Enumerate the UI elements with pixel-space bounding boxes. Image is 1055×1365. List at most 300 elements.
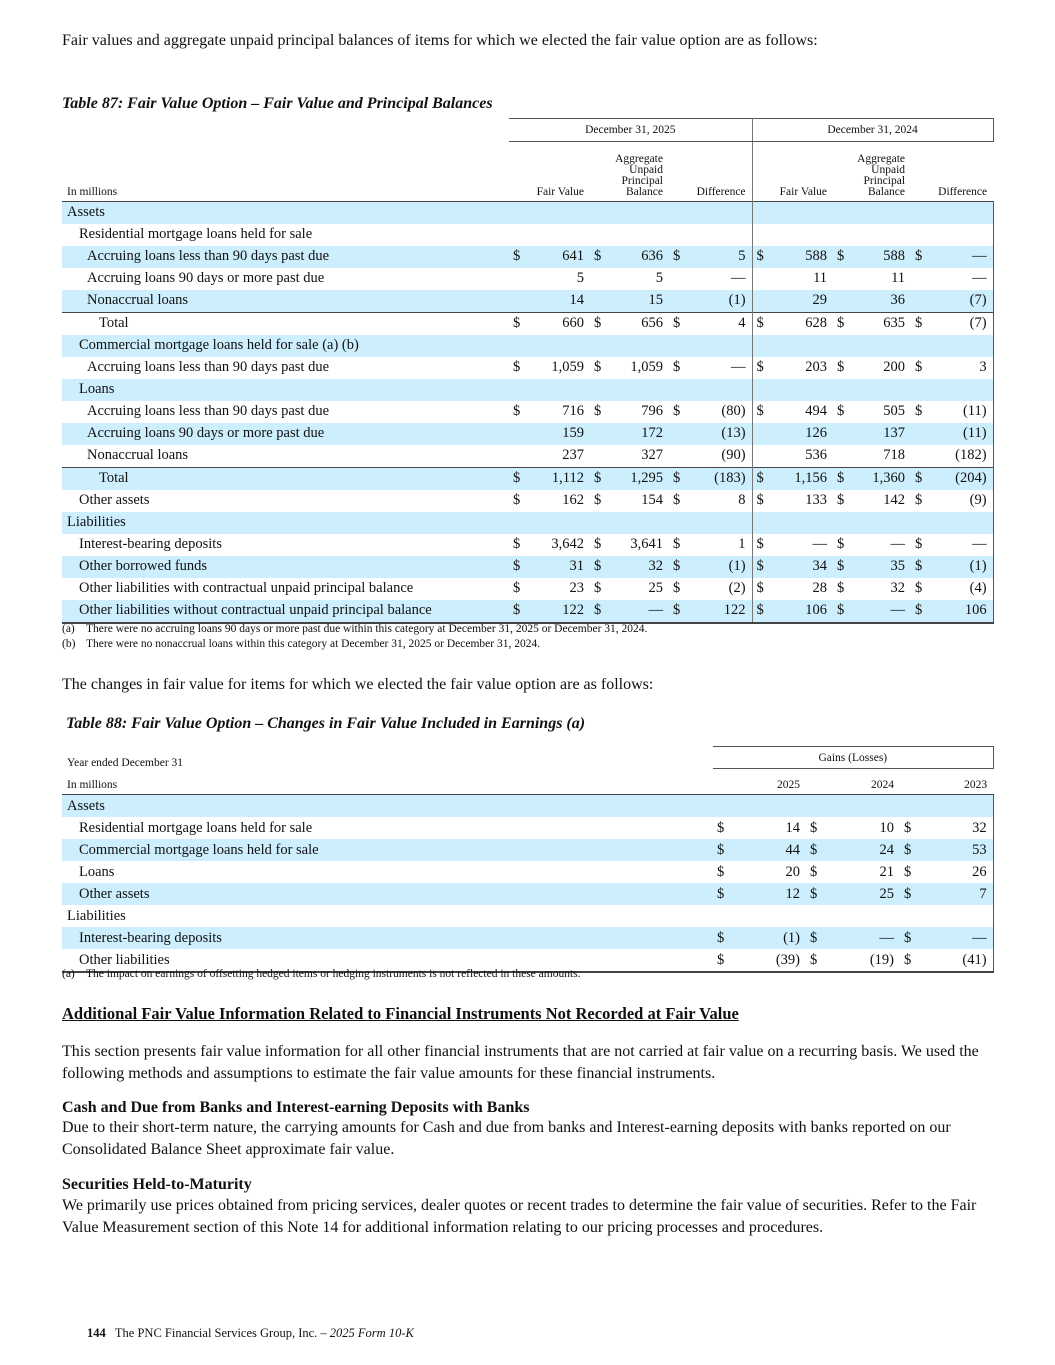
dollar-sign: $ [509,246,525,268]
dollar-sign [590,290,606,313]
page-number: 144 [87,1326,106,1340]
cell-value: — [822,927,900,949]
cell-value [685,224,752,246]
dollar-sign: $ [911,467,927,490]
dollar-sign [713,795,729,818]
dollar-sign [590,423,606,445]
dollar-sign: $ [669,246,685,268]
footnote-marker: (a) [62,968,75,980]
dollar-sign [509,445,525,468]
dollar-sign: $ [590,556,606,578]
cell-value: (1) [729,927,806,949]
cell-value [822,905,900,927]
row-label: Liabilities [67,907,126,924]
dollar-sign: $ [756,403,764,419]
cell-value [685,379,752,401]
row-label: Nonaccrual loans [62,290,509,313]
dollar-sign: $ [513,580,521,596]
dollar-sign: $ [833,246,849,268]
dollar-sign: $ [717,863,725,880]
dollar-sign: $ [837,580,845,596]
cell-value: 122 [685,600,752,623]
row-label: Other assets [79,492,150,508]
column-header: Aggregate Unpaid Principal Balance [857,152,906,198]
cell-value [685,512,752,534]
table-row [62,883,993,905]
row-label: Total [62,467,509,490]
cell-value: 796 [641,403,663,419]
dollar-sign [590,268,606,290]
cell-value: — [849,600,911,623]
cell-value: 142 [883,492,906,508]
table-row [62,861,993,883]
table-row [62,379,993,401]
units-label: In millions [67,779,118,791]
cell-value: 200 [883,359,906,375]
dollar-sign: $ [756,536,764,552]
cell-value: — [927,246,993,268]
cell-value [927,335,993,357]
cell-value: 122 [525,600,590,623]
cell-value: 1,295 [606,467,669,490]
cell-value: (39) [729,949,806,972]
cell-value: 5 [685,246,752,268]
cell-value: — [606,600,669,623]
cell-value: 5 [655,270,663,286]
cell-value: 32 [890,580,906,596]
table-row [62,905,993,927]
cell-value: 4 [685,312,752,335]
dollar-sign: $ [590,312,606,335]
dollar-sign: $ [837,403,845,419]
cell-value [685,335,752,357]
cell-value: — [890,536,906,552]
cell-value: 126 [768,423,833,445]
dollar-sign: $ [594,492,602,508]
dollar-sign: $ [513,359,521,375]
dollar-sign [669,290,685,313]
table-row [62,201,993,224]
dollar-sign [669,335,685,357]
cell-value: (13) [685,423,752,445]
dollar-sign [900,795,916,818]
dollar-sign [752,268,768,290]
cell-value [927,379,993,401]
cell-value: (11) [927,423,993,445]
cell-value: 21 [879,863,894,880]
dollar-sign: $ [833,600,849,623]
cell-value: 35 [849,556,911,578]
row-label: Loans [79,863,115,880]
cell-value: 154 [641,492,663,508]
dollar-sign [669,224,685,246]
dollar-sign [900,905,916,927]
table-row [62,578,993,600]
gains-losses-header: Gains (Losses) [713,747,993,769]
cell-value [768,201,833,224]
dollar-sign: $ [713,839,729,861]
cell-value: (182) [927,445,993,468]
dollar-sign: $ [513,492,521,508]
dollar-sign: $ [911,600,927,623]
cell-value: 32 [916,817,993,839]
units-label: In millions [67,185,118,198]
footnote-text: The impact on earnings of offsetting hedged items or hedging instruments is not reflected in these amounts. [86,968,581,980]
table-row [62,512,993,534]
table-87 [62,118,994,624]
dollar-sign [590,379,606,401]
cell-value: 106 [927,600,993,623]
dollar-sign [833,445,849,468]
cell-value: 5 [576,270,584,286]
table-row [62,817,993,839]
row-label: Commercial mortgage loans held for sale [62,839,713,861]
dollar-sign [833,268,849,290]
table-88 [62,746,994,973]
dollar-sign: $ [806,927,822,949]
cell-value: 137 [849,423,911,445]
column-header: Aggregate Unpaid Principal Balance [615,152,663,198]
dollar-sign: $ [594,403,602,419]
dollar-sign [752,290,768,313]
dollar-sign: $ [806,949,822,972]
dollar-sign: $ [752,312,768,335]
cell-value: (183) [685,467,752,490]
cell-value [729,905,806,927]
cell-value: 133 [805,492,828,508]
cell-value: 1,156 [768,467,833,490]
form-name: 2025 Form 10-K [329,1326,414,1340]
footnote [62,623,647,635]
dollar-sign [911,268,927,290]
row-label: Other liabilities without contractual unpaid principal balance [62,600,509,623]
cell-value [927,512,993,534]
dollar-sign [911,379,927,401]
cell-value: — [685,268,752,290]
table-row [62,357,993,379]
dollar-sign: $ [752,556,768,578]
dollar-sign [833,290,849,313]
dollar-sign [911,224,927,246]
section-heading: Additional Fair Value Information Related to Financial Instruments Not Recorded at Fair Value [62,1004,739,1023]
table-row [62,600,993,623]
cell-value: 159 [525,423,590,445]
dollar-sign [590,335,606,357]
subheading-securities: Securities Held-to-Maturity [62,1176,252,1193]
dollar-sign: $ [810,863,818,880]
row-label: Other liabilities [62,949,713,972]
dollar-sign: $ [900,949,916,972]
dollar-sign [833,224,849,246]
dollar-sign: $ [673,580,681,596]
column-header: Fair Value [536,185,584,198]
cell-value: (4) [927,578,993,600]
dollar-sign [509,512,525,534]
cell-value [606,512,669,534]
row-label: Nonaccrual loans [87,447,189,463]
group-header-2025: December 31, 2025 [509,119,752,142]
row-label: Accruing loans 90 days or more past due [62,423,509,445]
cell-value: (2) [685,578,752,600]
dollar-sign: $ [594,536,602,552]
cell-value: (204) [927,467,993,490]
cell-value: 24 [822,839,900,861]
table-row [62,423,993,445]
cell-value [916,905,993,927]
cell-value: (90) [685,445,752,468]
row-label: Total [62,312,509,335]
table-row [62,927,993,949]
dollar-sign [911,423,927,445]
dollar-sign: $ [673,359,681,375]
cash-paragraph: Due to their short-term nature, the carrying amounts for Cash and due from banks and Interest-earning deposits with banks reported on our Consolidated Balance Sheet approximate fair value. [62,1119,951,1158]
dollar-sign: $ [717,819,725,836]
table-88-title: Table 88: Fair Value Option – Changes in Fair Value Included in Earnings (a) [66,715,586,732]
cell-value: 3,642 [551,536,584,552]
row-label: Assets [62,201,509,224]
cell-value: 29 [768,290,833,313]
dollar-sign: $ [915,580,923,596]
row-label: Interest-bearing deposits [79,536,222,552]
table-row [62,290,993,313]
dollar-sign [713,905,729,927]
dollar-sign [752,379,768,401]
cell-value: 7 [916,883,993,905]
dollar-sign: $ [911,312,927,335]
cell-value [525,379,590,401]
dollar-sign: $ [756,492,764,508]
dollar-sign: $ [669,600,685,623]
dollar-sign [911,445,927,468]
cell-value: 635 [849,312,911,335]
row-label: Residential mortgage loans held for sale [79,819,313,836]
cell-value: 53 [916,839,993,861]
cell-value: 14 [525,290,590,313]
cell-value: 588 [768,246,833,268]
cell-value [606,201,669,224]
cell-value: 44 [729,839,806,861]
cell-value: 656 [606,312,669,335]
dollar-sign: $ [911,556,927,578]
dollar-sign: $ [673,536,681,552]
cell-value [849,335,911,357]
cell-value [849,379,911,401]
dollar-sign: $ [837,359,845,375]
cell-value: 327 [641,447,663,463]
column-header: 2025 [777,779,800,791]
dollar-sign: $ [806,839,822,861]
cell-value [606,379,669,401]
cell-value: 1,360 [849,467,911,490]
cell-value [927,224,993,246]
footnote-marker: (b) [62,638,76,650]
cell-value: 641 [525,246,590,268]
cell-value: (11) [927,401,993,423]
dollar-sign [509,335,525,357]
dollar-sign [509,268,525,290]
cell-value: 3 [927,357,993,379]
dollar-sign: $ [513,536,521,552]
cell-value: 25 [648,580,663,596]
dollar-sign [752,423,768,445]
dollar-sign: $ [915,536,923,552]
dollar-sign [509,379,525,401]
dollar-sign: $ [669,467,685,490]
column-header: 2023 [964,779,988,791]
cell-value: 26 [916,861,993,883]
cell-value: 172 [606,423,669,445]
dollar-sign [752,512,768,534]
dollar-sign [590,445,606,468]
footnote [62,968,581,980]
row-label: Other assets [62,883,713,905]
table-row [62,490,993,512]
table-row [62,839,993,861]
cell-value [768,379,833,401]
dollar-sign [833,335,849,357]
dollar-sign [509,224,525,246]
footnote-text: There were no nonaccrual loans within this category at December 31, 2025 or December 31, 2024. [86,638,541,650]
dollar-sign [669,201,685,224]
dollar-sign: $ [590,467,606,490]
dollar-sign [590,201,606,224]
row-label: Other liabilities with contractual unpaid principal balance [79,580,414,596]
dollar-sign: $ [713,949,729,972]
cell-value [849,201,911,224]
dollar-sign: $ [590,600,606,623]
cell-value [768,224,833,246]
cell-value: 716 [562,403,584,419]
dollar-sign: $ [833,312,849,335]
cell-value: 203 [805,359,828,375]
dollar-sign: $ [900,839,916,861]
subheading-cash: Cash and Due from Banks and Interest-earning Deposits with Banks [62,1099,530,1116]
column-header: Fair Value [779,185,828,198]
cell-value: 11 [891,270,906,286]
cell-value [916,795,993,818]
row-label: Accruing loans less than 90 days past due [87,403,330,419]
table-row [62,556,993,578]
dollar-sign [669,512,685,534]
table-row [62,268,993,290]
cell-value: 32 [606,556,669,578]
cell-value: 12 [729,883,806,905]
cell-value: — [927,534,993,556]
footnote [62,638,540,650]
cell-value: (7) [927,290,993,313]
row-label: Accruing loans less than 90 days past due [62,246,509,268]
dollar-sign [833,379,849,401]
row-label: Residential mortgage loans held for sale [79,226,313,242]
column-header: Difference [938,185,988,198]
dollar-sign: $ [837,492,845,508]
cell-value: 15 [606,290,669,313]
cell-value: — [812,536,828,552]
cell-value [768,335,833,357]
dollar-sign [669,379,685,401]
dollar-sign: $ [810,819,818,836]
cell-value [525,512,590,534]
cell-value [685,201,752,224]
dollar-sign: $ [911,246,927,268]
company-name: The PNC Financial Services Group, Inc. – [114,1326,330,1340]
cell-value [768,512,833,534]
dollar-sign [669,423,685,445]
table-row [62,401,993,423]
dollar-sign [911,335,927,357]
dollar-sign: $ [669,556,685,578]
dollar-sign: $ [594,359,602,375]
dollar-sign: $ [915,359,923,375]
table-row [62,534,993,556]
dollar-sign [669,268,685,290]
dollar-sign [752,335,768,357]
cell-value: 11 [813,270,828,286]
row-label: Loans [62,379,509,401]
dollar-sign [752,201,768,224]
cell-value [525,201,590,224]
row-label: Assets [62,795,713,818]
cell-value: — [685,357,752,379]
dollar-sign: $ [900,883,916,905]
cell-value: 14 [785,819,800,836]
dollar-sign [509,201,525,224]
dollar-sign [590,224,606,246]
dollar-sign [911,512,927,534]
row-label: Commercial mortgage loans held for sale (a) (b) [62,335,509,357]
cell-value: 1 [685,534,752,556]
dollar-sign: $ [915,403,923,419]
dollar-sign: $ [673,492,681,508]
cell-value: (1) [685,290,752,313]
cell-value [822,795,900,818]
row-label: Accruing loans 90 days or more past due [87,270,325,286]
dollar-sign: $ [509,556,525,578]
dollar-sign [590,512,606,534]
dollar-sign [669,445,685,468]
cell-value: (1) [685,556,752,578]
dollar-sign: $ [833,556,849,578]
dollar-sign [806,795,822,818]
dollar-sign [911,201,927,224]
dollar-sign [752,445,768,468]
cell-value [606,335,669,357]
page-footer [87,1326,414,1341]
cell-value: 8 [685,490,752,512]
cell-value [729,795,806,818]
section-paragraph: This section presents fair value information for all other financial instruments that are not carried at fair value on a recurring basis. We used the following methods and assumptions to estimate the fair value amounts for these financial instruments. [62,1043,979,1082]
dollar-sign [833,201,849,224]
column-header: 2024 [871,779,894,791]
cell-value: 28 [812,580,828,596]
dollar-sign [509,290,525,313]
cell-value: (7) [927,312,993,335]
cell-value: 660 [525,312,590,335]
column-header: Difference [669,142,752,202]
dollar-sign [833,423,849,445]
table-row [62,335,993,357]
dollar-sign: $ [833,467,849,490]
cell-value [525,224,590,246]
dollar-sign: $ [752,246,768,268]
cell-value: (9) [927,490,993,512]
dollar-sign: $ [673,403,681,419]
dollar-sign: $ [513,403,521,419]
cell-value: 1,112 [525,467,590,490]
dollar-sign: $ [752,467,768,490]
dollar-sign: $ [756,580,764,596]
intro-paragraph: Fair values and aggregate unpaid principal balances of items for which we elected the fair value option are as follows: [62,32,818,49]
